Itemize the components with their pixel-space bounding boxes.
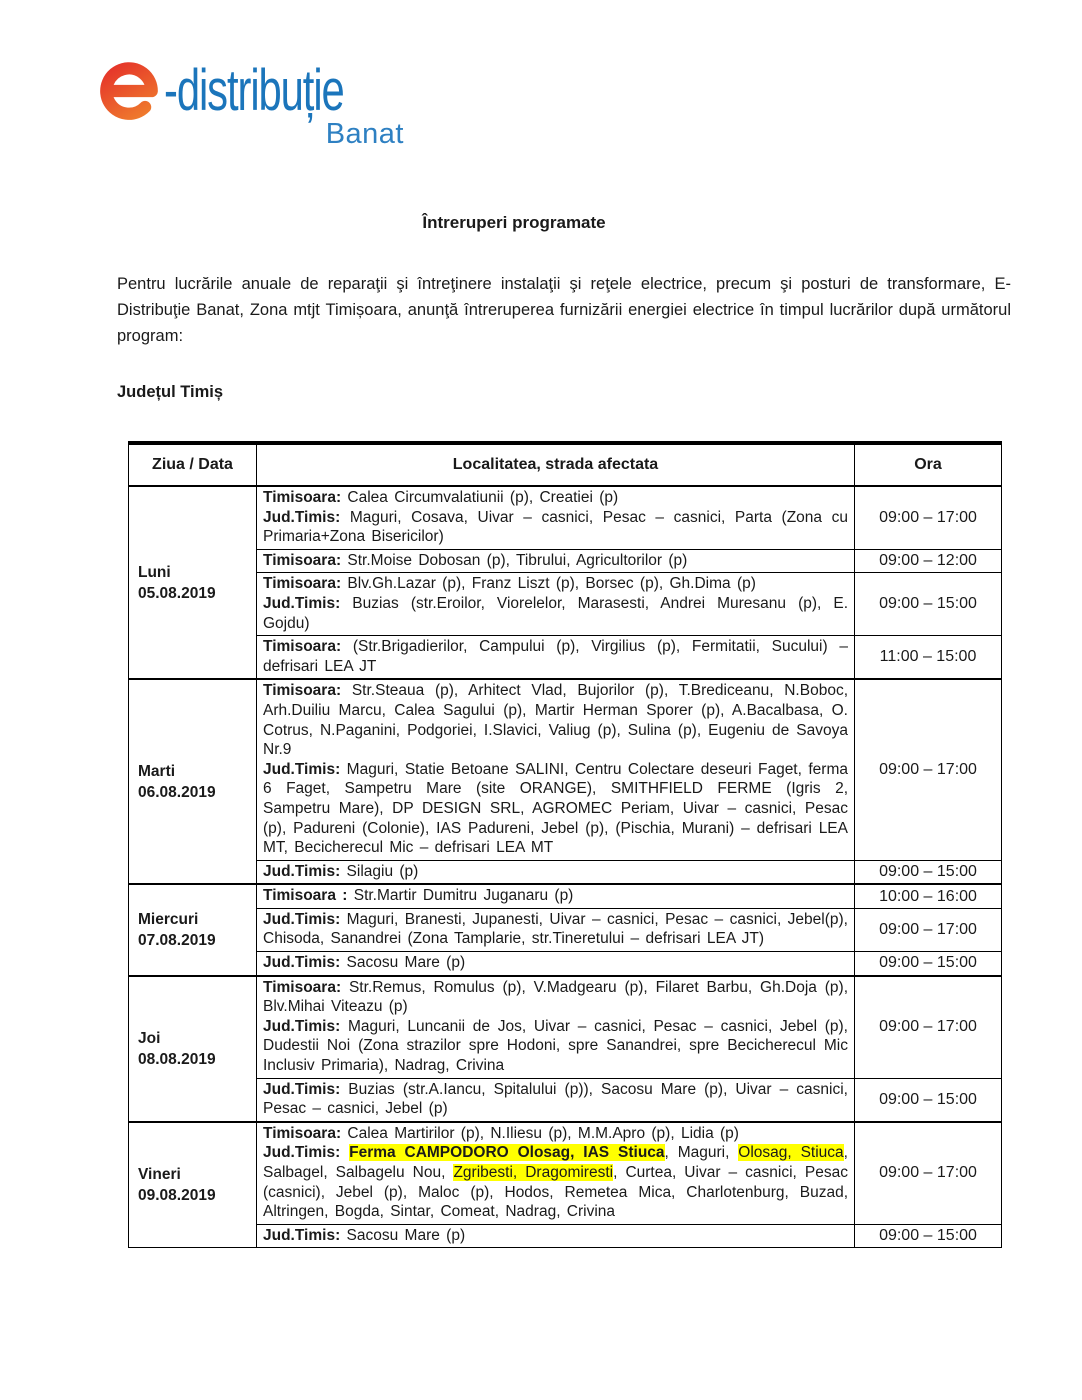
- outage-row: [129, 1122, 1002, 1224]
- streets-cell: [257, 573, 855, 636]
- streets-line: [263, 1124, 848, 1144]
- streets-line: [263, 508, 848, 547]
- street-text: Maguri, Statie Betoane SALINI, Centru Colectare deseuri Faget, ferma 6 Faget, Sampetru Mare (site ORANGE), SMITHFIELD FERME (Igris 2, Sampetru Mare), DP DESIGN SRL, AGROMEC Periam, Uivar – casnici, Pesac (p), Padureni (Colonie), IAS Padureni, Jebel (p), (Pischia, Murani) – defrisari LEA MT, Becicherecul Mic – defrisari LEA MT: [263, 760, 848, 857]
- street-text: (Str.Brigadierilor, Campului (p), Virgilius (p), Fermitatii, Sucului) – defrisari LEA JT: [263, 638, 848, 675]
- day-name: Marti: [138, 762, 176, 780]
- column-header-location: Localitatea, strada afectata: [257, 443, 855, 486]
- day-date: 05.08.2019: [138, 584, 216, 602]
- time-cell: 09:00 – 12:00: [855, 549, 1002, 573]
- day-date-cell: [129, 1122, 257, 1248]
- street-text: Buzias (str.Eroilor, Viorelelor, Marasesti, Andrei Muresanu (p), E. Gojdu): [263, 594, 848, 632]
- day-date: 09.08.2019: [138, 1187, 216, 1205]
- day-date: 08.08.2019: [138, 1050, 216, 1068]
- streets-line: [263, 910, 848, 949]
- time-cell: 09:00 – 17:00: [855, 486, 1002, 549]
- street-text: Jud.Timis:: [263, 862, 341, 880]
- street-text: Silagiu (p): [340, 862, 419, 880]
- day-date-cell: [129, 486, 257, 679]
- time-cell: 10:00 – 16:00: [855, 884, 1002, 908]
- streets-cell: [257, 952, 855, 976]
- time-cell: 09:00 – 17:00: [855, 679, 1002, 860]
- street-text: Calea Martirilor (p), N.Iliesu (p), M.M.Apro (p), Lidia (p): [341, 1124, 739, 1142]
- street-text: Jud.Timis:: [263, 1144, 350, 1162]
- street-text: , Maguri,: [664, 1144, 739, 1162]
- streets-line: [263, 488, 848, 508]
- day-group-joi: [129, 976, 1002, 1122]
- streets-cell: [257, 884, 855, 908]
- streets-line: [263, 1226, 848, 1246]
- street-text: Timisoara:: [263, 682, 342, 700]
- outage-row: [129, 860, 1002, 884]
- table-header: [129, 443, 1002, 486]
- outage-row: [129, 884, 1002, 908]
- street-text: Timisoara:: [263, 551, 342, 569]
- outage-row: [129, 952, 1002, 976]
- street-text: Timisoara:: [263, 638, 342, 656]
- column-header-day: Ziua / Data: [129, 443, 257, 486]
- streets-line: [263, 594, 848, 633]
- street-text: Blv.Gh.Lazar (p), Franz Liszt (p), Borsec (p), Gh.Dima (p): [341, 575, 756, 593]
- logo-region-label: Banat: [325, 118, 404, 150]
- streets-line: [263, 1080, 848, 1119]
- outages-table: [128, 441, 1002, 1248]
- highlighted-text: Zgribesti, Dragomiresti: [453, 1164, 614, 1181]
- time-cell: 09:00 – 17:00: [855, 976, 1002, 1078]
- time-cell: 09:00 – 15:00: [855, 952, 1002, 976]
- time-cell: 09:00 – 15:00: [855, 573, 1002, 636]
- highlighted-text: Ferma CAMPODORO Olosag, IAS Stiuca: [349, 1144, 665, 1162]
- streets-line: [263, 551, 848, 571]
- street-text: Jud.Timis:: [263, 1080, 341, 1098]
- outage-row: [129, 549, 1002, 573]
- street-text: Maguri, Cosava, Uivar – casnici, Pesac – casnici, Parta (Zona cu Primaria+Zona Bisericilor): [263, 508, 848, 546]
- e-distributie-logo-icon: [94, 56, 164, 126]
- streets-line: [263, 1017, 848, 1076]
- time-cell: 09:00 – 17:00: [855, 908, 1002, 951]
- day-name: Vineri: [138, 1166, 181, 1184]
- day-name: Luni: [138, 563, 171, 581]
- day-date: 06.08.2019: [138, 783, 216, 801]
- street-text: Sacosu Mare (p): [340, 954, 466, 972]
- streets-cell: [257, 679, 855, 860]
- street-text: Timisoara:: [263, 489, 342, 506]
- streets-cell: [257, 976, 855, 1078]
- streets-line: [263, 760, 848, 858]
- streets-line: [263, 978, 848, 1017]
- streets-line: [263, 574, 848, 594]
- company-logo: [94, 56, 410, 151]
- county-heading: Județul Timiș: [117, 383, 224, 401]
- street-text: Timisoara:: [263, 978, 342, 996]
- street-text: Str.Remus, Romulus (p), V.Madgearu (p), Filaret Barbu, Gh.Doja (p), Blv.Mihai Viteazu (p): [263, 978, 848, 1016]
- streets-line: [263, 637, 848, 676]
- streets-cell: [257, 486, 855, 549]
- streets-line: [263, 953, 848, 973]
- street-text: Timisoara:: [263, 1124, 342, 1142]
- day-date-cell: [129, 884, 257, 975]
- street-text: Str.Moise Dobosan (p), Tibrului, Agricultorilor (p): [341, 551, 688, 569]
- streets-cell: [257, 1122, 855, 1224]
- street-text: Maguri, Luncanii de Jos, Uivar – casnici, Pesac – casnici, Jebel (p), Dudestii Noi (Zona strazilor spre Hodoni, spre Sanandrei, spre Becicherecul Mic Inclusiv Primaria), Nadrag, Crivina: [263, 1017, 848, 1075]
- outage-row: [129, 976, 1002, 1078]
- street-text: Jud.Timis:: [263, 1017, 341, 1035]
- street-text: Str.Martir Dumitru Juganaru (p): [347, 887, 574, 905]
- streets-cell: [257, 1078, 855, 1122]
- highlighted-text: Olosag, Stiuca: [738, 1144, 844, 1162]
- street-text: Jud.Timis:: [263, 1226, 341, 1244]
- day-date: 07.08.2019: [138, 931, 216, 949]
- street-text: Jud.Timis:: [263, 508, 341, 526]
- day-date-cell: [129, 976, 257, 1122]
- column-header-time: Ora: [855, 443, 1002, 486]
- street-text: Timisoara:: [263, 575, 342, 593]
- streets-line: [263, 1143, 848, 1221]
- street-text: Jud.Timis:: [263, 910, 341, 928]
- street-text: , Salbagel, Salbagelu Nou,: [263, 1144, 848, 1181]
- street-text: , Curtea, Uivar – casnici, Pesac (casnici), Jebel (p), Maloc (p), Hodos, Remetea Mica, Charlotenburg, Buzad, Altringen, Bogda, Sintar, Comeat, Nadrag, Crivina: [263, 1164, 848, 1221]
- street-text: Buzias (str.A.Iancu, Spitalului (p)), Sacosu Mare (p), Uivar – casnici, Pesac – casnici, Jebel (p): [263, 1080, 848, 1118]
- day-name: Miercuri: [138, 910, 199, 928]
- street-text: Maguri, Branesti, Jupanesti, Uivar – casnici, Pesac – casnici, Jebel(p), Chisoda, Sanandrei (Zona Tamplarie, str.Tineretului – defrisari LEA JT): [263, 910, 848, 948]
- street-text: Jud.Timis:: [263, 594, 341, 612]
- outage-row: [129, 1224, 1002, 1248]
- time-cell: 09:00 – 15:00: [855, 860, 1002, 884]
- logo-row: [94, 56, 410, 126]
- street-text: Sacosu Mare (p): [340, 1226, 466, 1244]
- outage-row: [129, 679, 1002, 860]
- street-text: Calea Circumvalatiunii (p), Creatiei (p): [341, 489, 619, 506]
- time-cell: 09:00 – 15:00: [855, 1078, 1002, 1122]
- time-cell: 09:00 – 17:00: [855, 1122, 1002, 1224]
- day-name: Joi: [138, 1029, 161, 1047]
- street-text: Timisoara :: [263, 887, 348, 905]
- outage-row: [129, 573, 1002, 636]
- outage-row: [129, 908, 1002, 951]
- streets-cell: [257, 549, 855, 573]
- streets-cell: [257, 1224, 855, 1248]
- intro-paragraph: Pentru lucrările anuale de reparaţii şi întreţinere instalaţii şi reţele electrice, precum şi posturi de transformare, E-Distribuţie Banat, Zona mtjt Timișoara, anunţă întreruperea furnizării energiei electrice în timpul lucrărilor după următorul program:: [117, 275, 1011, 345]
- day-group-marti: [129, 679, 1002, 884]
- outage-row: [129, 1078, 1002, 1122]
- street-text: Jud.Timis:: [263, 954, 341, 972]
- time-cell: 09:00 – 15:00: [855, 1224, 1002, 1248]
- day-group-miercuri: [129, 884, 1002, 975]
- outage-row: [129, 486, 1002, 549]
- day-group-vineri: [129, 1122, 1002, 1248]
- streets-cell: [257, 908, 855, 951]
- header-row: [129, 443, 1002, 486]
- day-group-luni: [129, 486, 1002, 679]
- outage-row: [129, 636, 1002, 680]
- street-text: Jud.Timis:: [263, 760, 341, 778]
- logo-wordmark: -distribuție: [164, 58, 344, 123]
- streets-line: [263, 681, 848, 759]
- page-title: Întreruperi programate: [422, 213, 606, 232]
- time-cell: 11:00 – 15:00: [855, 636, 1002, 680]
- day-date-cell: [129, 679, 257, 884]
- streets-cell: [257, 860, 855, 884]
- street-text: Str.Steaua (p), Arhitect Vlad, Bujorilor (p), T.Brediceanu, N.Boboc, Arh.Duiliu Marcu, Calea Sagului (p), Martir Herman Sporer (p), A.Bacalbasa, O. Cotrus, N.Paganini, Podgoriei, I.Slavici, Valiug (p), Sulina (p), Eugeniu de Savoya Nr.9: [263, 682, 848, 759]
- streets-line: [263, 862, 848, 882]
- streets-line: [263, 886, 848, 906]
- streets-cell: [257, 636, 855, 680]
